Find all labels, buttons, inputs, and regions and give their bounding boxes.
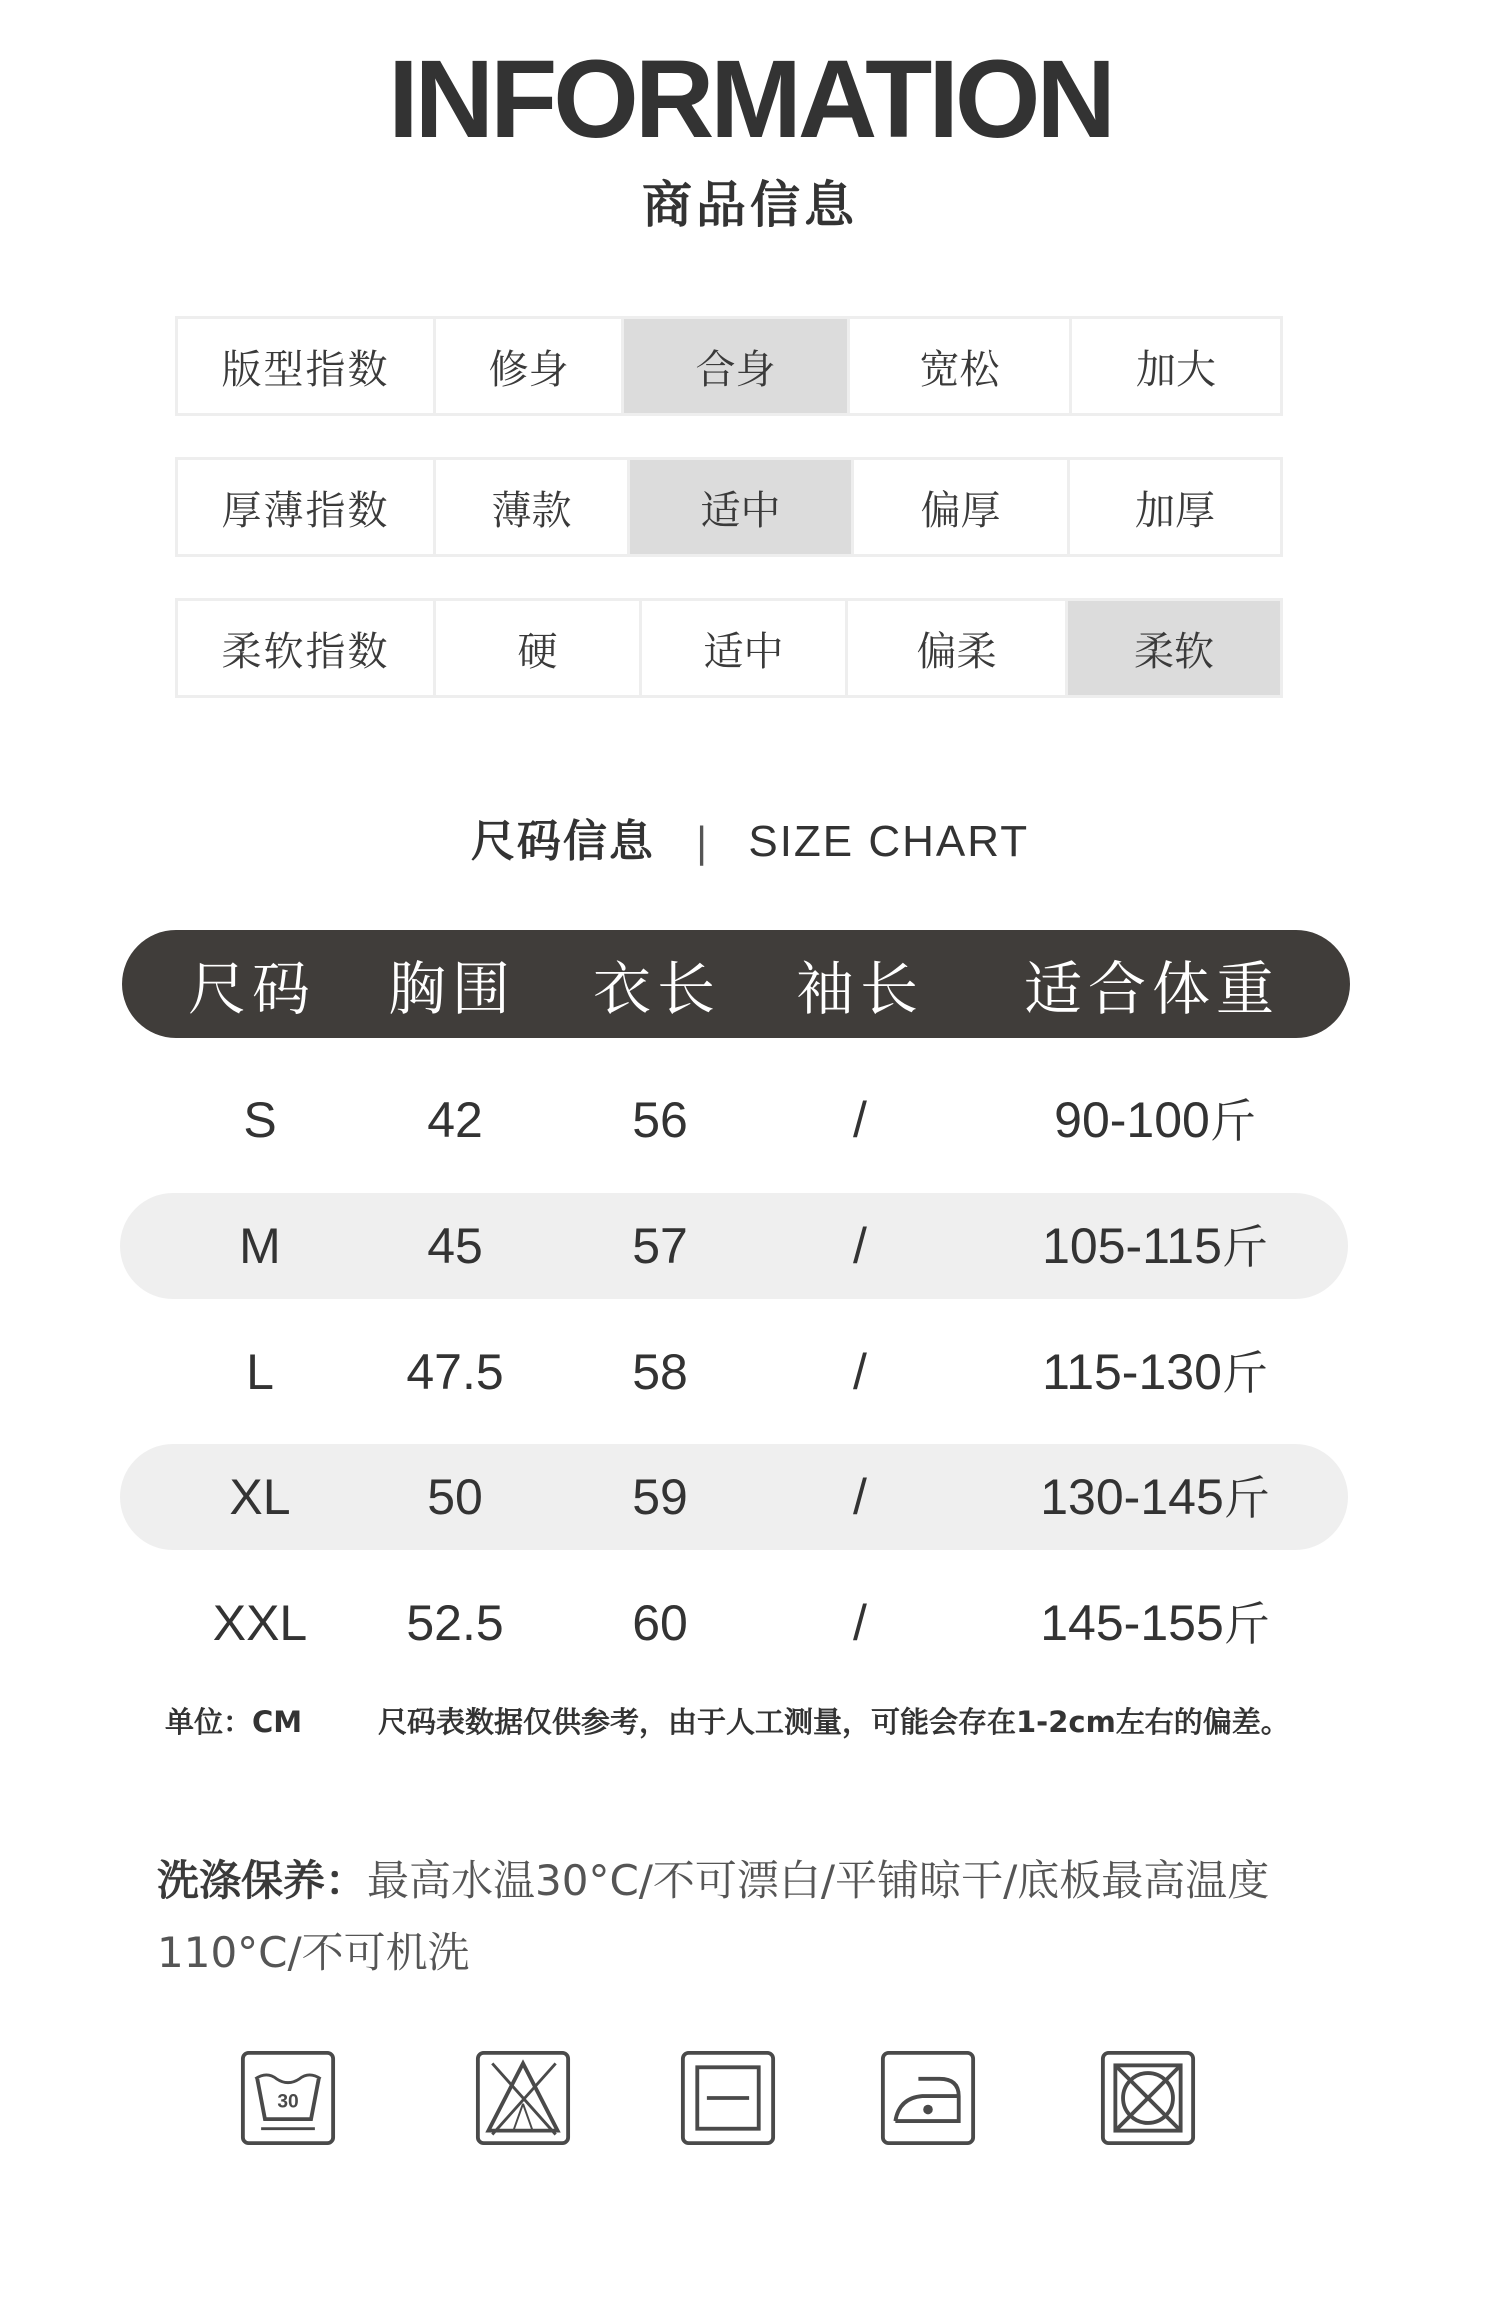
cell-length: 56 [632,1092,688,1148]
cell-sleeve: / [853,1092,867,1148]
fit-option-loose: 宽松 [850,319,1072,413]
cell-sleeve: / [853,1469,867,1525]
cell-sleeve: / [853,1344,867,1400]
column-header-chest: 胸围 [387,955,516,1023]
softness-index-label: 柔软指数 [178,601,436,695]
table-row [120,1444,1348,1550]
no-machine-wash-icon [1100,2050,1196,2146]
table-row [120,1319,1348,1425]
cell-chest: 52.5 [406,1595,504,1651]
size-chart-heading-en: SIZE CHART [748,817,1030,866]
cell-sleeve: / [853,1218,867,1274]
page-title: INFORMATION [388,38,1112,161]
softness-index-row [175,598,1283,698]
cell-size: L [246,1344,274,1400]
thickness-option-thin: 薄款 [436,460,630,554]
page-subtitle: 商品信息 [642,176,858,234]
table-row [120,1067,1348,1173]
size-chart-heading [0,805,1500,869]
fit-index-row [175,316,1283,416]
thickness-index-row [175,457,1283,557]
dry-flat-icon [680,2050,776,2146]
table-row [120,1193,1348,1299]
cell-sleeve: / [853,1595,867,1651]
softness-option-hard: 硬 [436,601,642,695]
care-label: 洗涤保养： [157,1856,368,1905]
cell-size: S [243,1092,277,1148]
cell-length: 57 [632,1218,688,1274]
thickness-option-extra-thick: 加厚 [1135,487,1215,534]
cell-chest: 42 [427,1092,483,1148]
unit-note: 单位：CM [165,1705,303,1739]
cell-size: XL [229,1469,291,1525]
cell-chest: 47.5 [406,1344,504,1400]
thickness-option-medium: 适中 [630,460,854,554]
cell-weight: 130-145斤 [1040,1469,1270,1525]
cell-length: 60 [632,1595,688,1651]
column-header-size: 尺码 [187,955,316,1023]
wash-30-icon [240,2050,336,2146]
cell-size: XXL [212,1595,308,1651]
softness-option-medium: 适中 [642,601,848,695]
thickness-option-thick: 偏厚 [854,460,1070,554]
column-header-length: 衣长 [592,955,721,1023]
wash-temp-label: 30 [277,2091,299,2113]
cell-weight: 115-130斤 [1042,1344,1268,1400]
cell-weight: 145-155斤 [1040,1595,1270,1651]
softness-option-soft: 柔软 [1068,601,1280,695]
cell-length: 58 [632,1344,688,1400]
size-table-header [122,930,1350,1038]
fit-option-slim: 修身 [436,319,624,413]
table-row [120,1570,1348,1676]
size-chart-heading-zh: 尺码信息 [470,816,655,867]
cell-weight: 90-100斤 [1054,1092,1256,1148]
cell-weight: 105-115斤 [1042,1218,1268,1274]
cell-chest: 50 [427,1469,483,1525]
column-header-weight: 适合体重 [1023,955,1280,1023]
cell-length: 59 [632,1469,688,1525]
cell-chest: 45 [427,1218,483,1274]
cell-size: M [239,1218,281,1274]
heading-separator: | [694,820,709,866]
column-header-sleeve: 袖长 [795,955,924,1023]
care-text: 最高水温30°C/不可漂白/平铺晾干/底板最高温度110°C/不可机洗 [157,1856,1270,1977]
fit-option-regular: 合身 [624,319,850,413]
fit-option-oversize: 加大 [1136,346,1216,393]
fit-index-label: 版型指数 [178,319,436,413]
thickness-index-label: 厚薄指数 [178,460,436,554]
softness-option-slightly-soft: 偏柔 [848,601,1068,695]
measurement-disclaimer: 尺码表数据仅供参考，由于人工测量，可能会存在1-2cm左右的偏差。 [378,1705,1290,1739]
care-instructions [157,1845,1357,1989]
iron-low-icon [880,2050,976,2146]
no-bleach-icon [475,2050,571,2146]
